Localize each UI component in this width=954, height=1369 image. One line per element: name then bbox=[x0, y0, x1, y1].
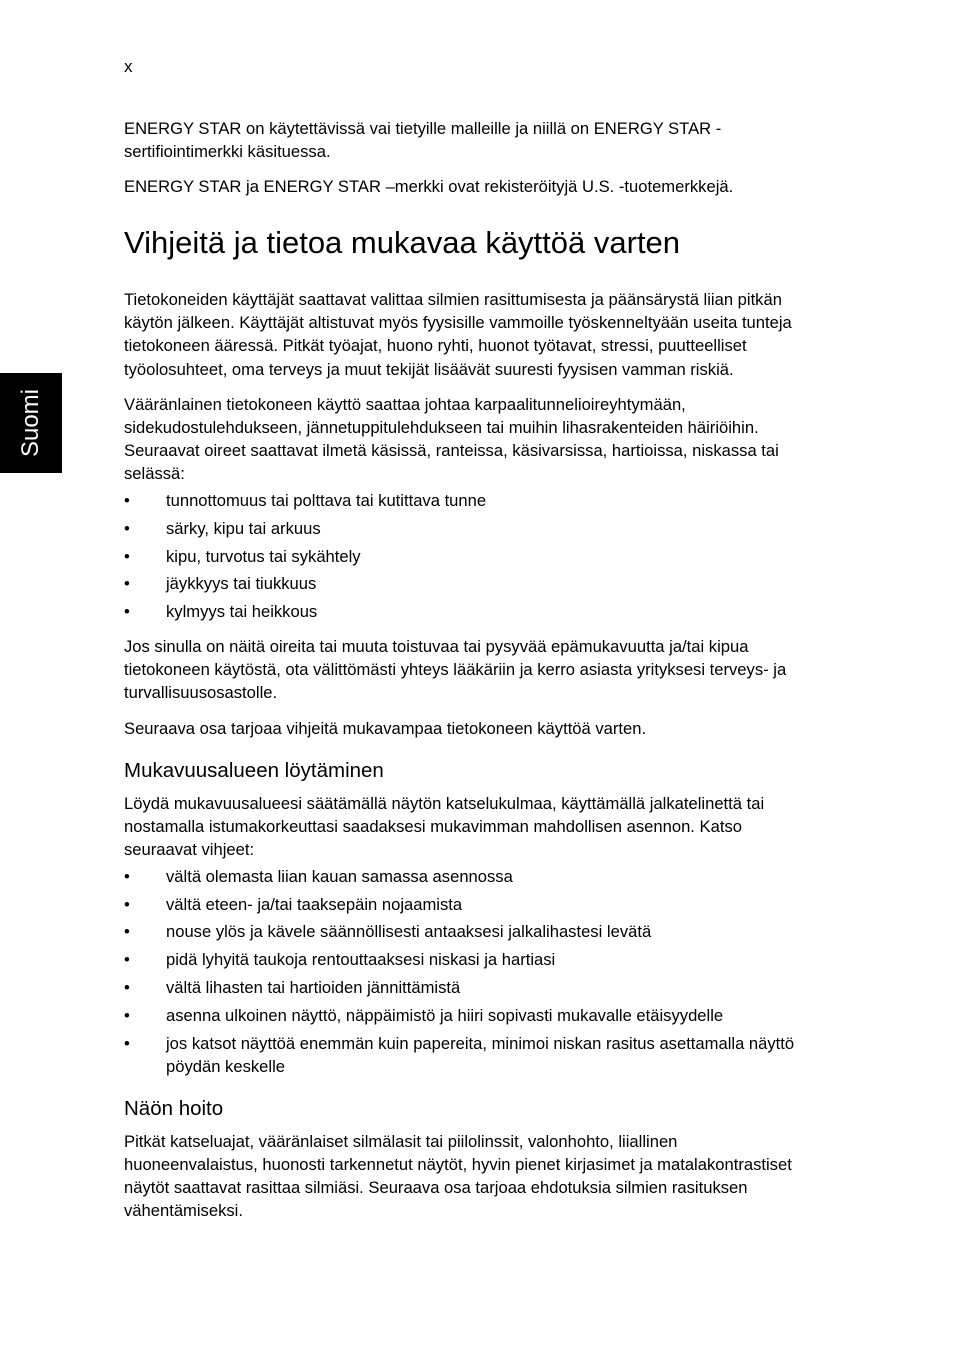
list-item-text: nouse ylös ja kävele säännöllisesti antaaksesi jalkalihastesi levätä bbox=[166, 922, 652, 942]
bullet-icon: • bbox=[124, 866, 130, 886]
intro-paragraph: ENERGY STAR ja ENERGY STAR –merkki ovat rekisteröityjä U.S. -tuotemerkkejä. bbox=[124, 177, 734, 197]
list-item bbox=[124, 920, 814, 943]
subsection-heading: Näön hoito bbox=[124, 1096, 224, 1120]
bullet-icon: • bbox=[124, 1033, 130, 1053]
list-item bbox=[124, 1032, 814, 1078]
bullet-icon: • bbox=[124, 574, 130, 594]
list-item-text: asenna ulkoinen näyttö, näppäimistö ja hiiri sopivasti mukavalle etäisyydelle bbox=[166, 1005, 724, 1025]
intro-paragraph: ENERGY STAR on käytettävissä vai tietyille malleille ja niillä on ENERGY STAR -sertifiointimerkki käsituessa. bbox=[124, 119, 722, 162]
bullet-icon: • bbox=[124, 950, 130, 970]
bullet-icon: • bbox=[124, 894, 130, 914]
language-side-tab bbox=[0, 373, 62, 473]
subsection-heading: Mukavuusalueen löytäminen bbox=[124, 758, 384, 782]
bullet-icon: • bbox=[124, 518, 130, 538]
list-item bbox=[124, 545, 814, 568]
list-item-text: vältä olemasta liian kauan samassa asennossa bbox=[166, 866, 513, 886]
list-item-text: pidä lyhyitä taukoja rentouttaaksesi niskasi ja hartiasi bbox=[166, 950, 556, 970]
list-item-text: kipu, turvotus tai sykähtely bbox=[166, 546, 361, 566]
bullet-icon: • bbox=[124, 922, 130, 942]
section-heading: Vihjeitä ja tietoa mukavaa käyttöä varten bbox=[124, 225, 681, 261]
body-paragraph: Seuraava osa tarjoaa vihjeitä mukavampaa tietokoneen käyttöä varten. bbox=[124, 718, 647, 738]
list-item bbox=[124, 600, 814, 623]
list-item-text: vältä eteen- ja/tai taaksepäin nojaamista bbox=[166, 894, 463, 914]
bullet-icon: • bbox=[124, 546, 130, 566]
list-item-text: tunnottomuus tai polttava tai kutittava tunne bbox=[166, 491, 487, 511]
list-item bbox=[124, 517, 814, 540]
list-item bbox=[124, 489, 814, 512]
body-paragraph: Tietokoneiden käyttäjät saattavat valittaa silmien rasittumisesta ja päänsärystä liian pitkän käytön jälkeen. Käyttäjät altistuvat myös fyysisille vammoille työskenneltyään useita tunteja tietokoneen ääressä. Pitkät työajat, huono ryhti, huonot työtavat, stressi, puutteelliset työolosuhteet, oma terveys ja muut tekijät lisäävät suuresti fyysisen vamman riskiä. bbox=[124, 290, 792, 379]
comfort-tips-list bbox=[124, 865, 814, 1078]
page-number: x bbox=[124, 57, 133, 76]
list-item bbox=[124, 976, 814, 999]
list-item-text: jos katsot näyttöä enemmän kuin papereita, minimoi niskan rasitus asettamalla näyttö pöydän keskelle bbox=[166, 1033, 795, 1076]
list-item-text: särky, kipu tai arkuus bbox=[166, 518, 321, 538]
page-content bbox=[124, 117, 814, 1222]
list-item bbox=[124, 1004, 814, 1027]
list-item-text: jäykkyys tai tiukkuus bbox=[166, 574, 317, 594]
list-item bbox=[124, 948, 814, 971]
body-paragraph: Jos sinulla on näitä oireita tai muuta toistuvaa tai pysyvää epämukavuutta ja/tai kipua tietokoneen käytöstä, ota välittömästi yhteys lääkäriin ja kerro asiasta yrityksesi terveys- ja turvallisuusosastolle. bbox=[124, 637, 787, 703]
list-item bbox=[124, 572, 814, 595]
list-item bbox=[124, 893, 814, 916]
body-paragraph: Vääränlainen tietokoneen käyttö saattaa johtaa karpaalitunnelioireyhtymään, sidekudostulehdukseen, jännetuppitulehdukseen tai muihin lihasrakenteiden häiriöihin. Seuraavat oireet saattavat ilmetä käsissä, ranteissa, käsivarsissa, hartioissa, niskassa tai selässä: bbox=[124, 394, 779, 483]
language-side-tab-label: Suomi bbox=[17, 388, 44, 458]
bullet-icon: • bbox=[124, 978, 130, 998]
body-paragraph: Pitkät katseluajat, vääränlaiset silmälasit tai piilolinssit, valonhohto, liiallinen huoneenvalaistus, huonosti tarkennetut näytöt, hyvin pienet kirjasimet ja matalakontrastiset näytöt saattavat rasittaa silmiäsi. Seuraava osa tarjoaa ehdotuksia silmien rasituksen vähentämiseksi. bbox=[124, 1131, 792, 1221]
list-item-text: kylmyys tai heikkous bbox=[166, 602, 318, 622]
bullet-icon: • bbox=[124, 491, 130, 511]
list-item bbox=[124, 865, 814, 888]
body-paragraph: Löydä mukavuusalueesi säätämällä näytön katselukulmaa, käyttämällä jalkatelinettä tai nostamalla istumakorkeuttasi saadaksesi mukavimman mahdollisen asennon. Katso seuraavat vihjeet: bbox=[124, 793, 765, 859]
bullet-icon: • bbox=[124, 602, 130, 622]
bullet-icon: • bbox=[124, 1005, 130, 1025]
symptom-list bbox=[124, 489, 814, 623]
list-item-text: vältä lihasten tai hartioiden jännittämistä bbox=[166, 978, 461, 998]
